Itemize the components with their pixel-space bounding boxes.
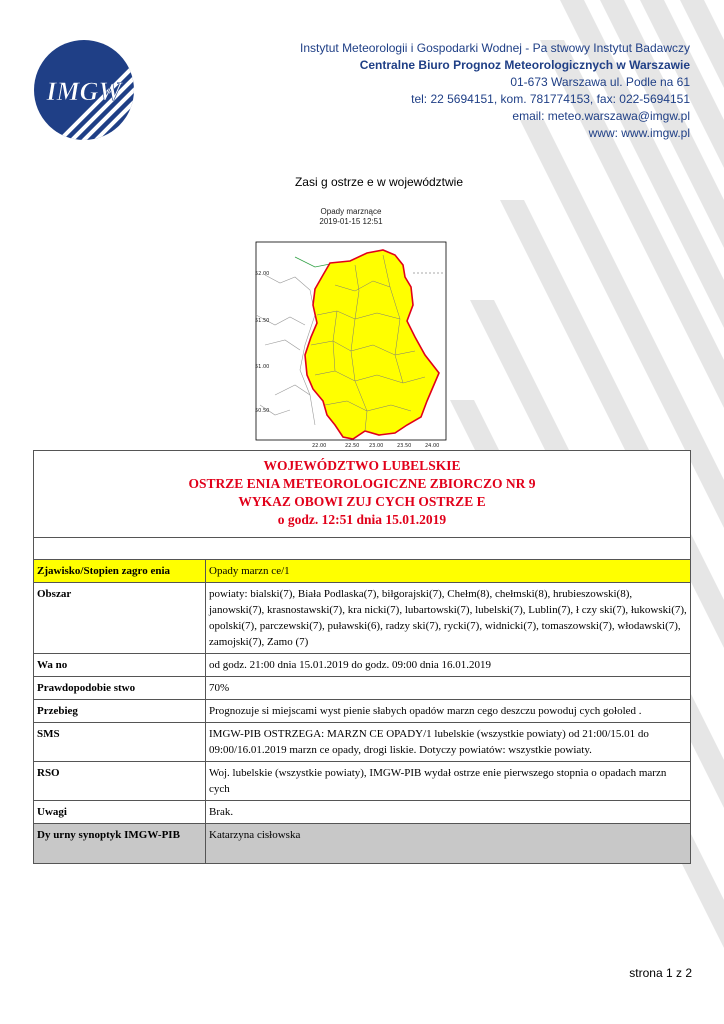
row-value: Opady marzn ce/1 [206,560,691,583]
row-value: Brak. [206,801,691,824]
row-label: Obszar [34,583,206,654]
row-label: Dy urny synoptyk IMGW-PIB [34,824,206,864]
row-value: IMGW-PIB OSTRZEGA: MARZN CE OPADY/1 lubelskie (wszystkie powiaty) od 21:00/15.01 do 09:00/16.01.2019 marzn ce opady, drogi liskie. Dotyczy powiatów: wszystkie powiaty. [206,723,691,762]
warning-issue-time: o godz. 12:51 dnia 15.01.2019 [277,512,447,527]
map-title: Opady marznące [320,207,382,216]
row-label: Przebieg [34,700,206,723]
phone-info: tel: 22 5694151, kom. 781774153, fax: 022-5694151 [411,92,690,106]
y-tick-label: 51.50 [255,318,270,324]
row-label: Zjawisko/Stopien zagro enia [34,560,206,583]
bureau-name: Centralne Biuro Prognoz Meteorologicznych w Warszawie [359,58,690,72]
y-tick-label: 52.00 [255,271,270,277]
y-tick-label: 50.50 [255,408,270,414]
warning-title-box [33,450,691,537]
map-section-title: Zasi g ostrze e w województwie [294,175,464,189]
row-value: Katarzyna cisłowska [206,824,691,864]
warning-table [33,537,691,864]
table-row [34,723,691,762]
row-value: Woj. lubelskie (wszystkie powiaty), IMGW-PIB wydał ostrze enie pierwszego stopnia o opadach marzn cych [206,762,691,801]
x-tick-label: 24.00 [425,443,440,449]
x-tick-label: 22.50 [345,443,360,449]
website[interactable]: www: www.imgw.pl [588,126,690,140]
x-tick-label: 23.50 [397,443,412,449]
warning-map [255,205,447,453]
table-row [34,700,691,723]
row-value: od godz. 21:00 dnia 15.01.2019 do godz. 09:00 dnia 16.01.2019 [206,654,691,677]
email[interactable]: email: meteo.warszawa@imgw.pl [512,109,690,123]
row-label: Wa no [34,654,206,677]
institute-name: Instytut Meteorologii i Gospodarki Wodnej - Pa stwowy Instytut Badawczy [300,41,690,55]
address: 01-673 Warszawa ul. Podle na 61 [510,75,690,89]
institute-header [300,40,690,142]
x-tick-label: 23.00 [369,443,384,449]
table-row [34,560,691,583]
warning-bulletin-title: OSTRZE ENIA METEOROLOGICZNE ZBIORCZO NR 9 [188,476,536,491]
x-tick-label: 22.00 [312,443,327,449]
warning-region-title: WOJEWÓDZTWO LUBELSKIE [263,458,461,473]
row-label: Prawdopodobie stwo [34,677,206,700]
table-row [34,824,691,864]
row-label: SMS [34,723,206,762]
table-row [34,762,691,801]
table-row [34,583,691,654]
row-value: powiaty: bialski(7), Biała Podlaska(7), biłgorajski(7), Chełm(8), chełmski(8), hrubieszowski(8), janowski(7), krasnostawski(7), kra nicki(7), lubartowski(7), lubelski(7), Lublin(7), ł czy ski(7), łukowski(7), opolski(7), parczewski(7), puławski(6), radzy ski(7), rycki(7), widnicki(7), tomaszowski(7), włodawski(7), zamojski(7), Zamo (7) [206,583,691,654]
map-graphic [255,205,447,453]
page-number: strona 1 z 2 [629,966,692,980]
row-label: RSO [34,762,206,801]
row-value: 70% [206,677,691,700]
row-value: Prognozuje si miejscami wyst pienie słabych opadów marzn cego deszczu powoduj cych gołoled . [206,700,691,723]
logo-text: IMGW [46,77,122,106]
table-row [34,654,691,677]
row-label: Uwagi [34,801,206,824]
table-row [34,677,691,700]
table-row [34,801,691,824]
map-datetime: 2019-01-15 12:51 [319,217,383,226]
warning-list-title: WYKAZ OBOWI ZUJ CYCH OSTRZE E [238,494,486,509]
warning-table-container [33,450,691,864]
imgw-logo [32,38,136,142]
y-tick-label: 51.00 [255,364,270,370]
